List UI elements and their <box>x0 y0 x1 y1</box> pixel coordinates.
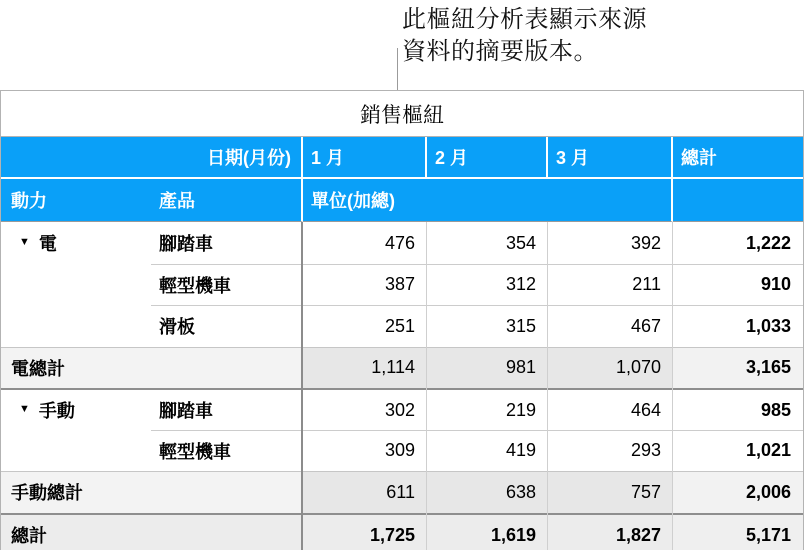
table-row <box>1 222 803 264</box>
month-1-label: 1 月 <box>311 148 345 168</box>
column-grid-line <box>547 222 548 550</box>
subtotal-total-cell[interactable]: 2,006 <box>673 471 803 513</box>
column-grid-line <box>672 222 673 550</box>
month-2-label: 2 月 <box>435 148 469 168</box>
table-title-row[interactable] <box>1 91 803 137</box>
grand-total-label-cell[interactable]: 總計 <box>1 515 151 550</box>
product-cell[interactable]: 腳踏車 <box>159 234 213 254</box>
disclosure-triangle-icon[interactable]: ▼ <box>19 403 30 415</box>
product-cell[interactable]: 輕型機車 <box>159 441 231 462</box>
subtotal-value-cell[interactable]: 981 <box>427 347 548 388</box>
grand-total-total-cell[interactable]: 5,171 <box>673 515 803 550</box>
callout-leader-line <box>397 48 398 90</box>
annotation-line-1: 此樞紐分析表顯示來源 <box>402 6 647 33</box>
row-total-cell[interactable]: 910 <box>760 274 791 294</box>
date-field-label: 日期(月份) <box>207 148 291 168</box>
units-header-cell[interactable] <box>303 179 673 222</box>
month-3-header-cell[interactable] <box>548 137 673 179</box>
table-title: 銷售樞紐 <box>360 103 444 127</box>
product-field-label: 產品 <box>159 191 195 211</box>
subtotal-spacer-cell <box>151 347 303 388</box>
table-row <box>1 430 803 471</box>
month-2-header-cell[interactable] <box>427 137 548 179</box>
subtotal-spacer-cell <box>151 471 303 513</box>
row-fields-header-cell[interactable] <box>1 179 303 222</box>
value-cell[interactable]: 211 <box>632 274 661 294</box>
row-total-cell[interactable]: 1,021 <box>745 440 791 460</box>
subtotal-row <box>1 471 803 513</box>
value-cell[interactable]: 219 <box>505 399 536 420</box>
empty-header-cell <box>673 179 803 222</box>
disclosure-triangle-icon[interactable]: ▼ <box>19 236 30 248</box>
group-header-cell[interactable] <box>1 222 151 264</box>
group-spacer-cell <box>1 305 151 347</box>
row-total-cell[interactable]: 985 <box>760 399 791 420</box>
value-cell[interactable]: 392 <box>630 232 661 253</box>
month-3-label: 3 月 <box>556 148 590 168</box>
value-cell[interactable]: 302 <box>384 399 415 420</box>
subtotal-value-cell[interactable]: 1,114 <box>303 347 427 388</box>
value-cell[interactable]: 387 <box>384 274 415 294</box>
total-column-header-cell[interactable] <box>673 137 803 179</box>
group-header-cell[interactable] <box>1 390 151 430</box>
value-cell[interactable]: 251 <box>384 315 415 336</box>
column-header-row <box>1 137 803 179</box>
subtotal-total-cell[interactable]: 3,165 <box>673 347 803 388</box>
month-1-header-cell[interactable] <box>303 137 427 179</box>
group-name: 電 <box>38 234 57 254</box>
subtotal-value-cell[interactable]: 757 <box>548 471 673 513</box>
value-cell[interactable]: 476 <box>384 232 415 253</box>
value-cell[interactable]: 464 <box>630 399 661 420</box>
table-row <box>1 264 803 305</box>
value-cell[interactable]: 354 <box>505 232 536 253</box>
product-cell[interactable]: 輕型機車 <box>159 275 231 296</box>
row-total-cell[interactable]: 1,222 <box>745 232 791 253</box>
subtotal-value-cell[interactable]: 638 <box>427 471 548 513</box>
table-row <box>1 305 803 347</box>
subtotal-label-cell[interactable]: 電總計 <box>1 347 151 388</box>
row-total-cell[interactable]: 1,033 <box>745 315 791 336</box>
total-column-label: 總計 <box>681 148 717 168</box>
group-spacer-cell <box>1 430 151 471</box>
grand-total-value-cell[interactable]: 1,827 <box>548 515 673 550</box>
field-header-row <box>1 179 803 222</box>
value-cell[interactable]: 309 <box>384 440 415 460</box>
callout-annotation <box>402 4 647 68</box>
column-grid-line <box>426 222 427 550</box>
value-cell[interactable]: 467 <box>630 315 661 336</box>
annotation-line-2: 資料的摘要版本。 <box>402 38 598 65</box>
date-field-header-cell[interactable] <box>1 137 303 179</box>
grand-total-value-cell[interactable]: 1,725 <box>303 515 427 550</box>
grand-total-row <box>1 513 803 550</box>
pivot-table <box>0 90 804 550</box>
column-grid-line-heavy <box>301 222 303 550</box>
grand-total-spacer-cell <box>151 515 303 550</box>
subtotal-row <box>1 347 803 388</box>
subtotal-value-cell[interactable]: 1,070 <box>548 347 673 388</box>
value-cell[interactable]: 315 <box>505 315 536 336</box>
grand-total-value-cell[interactable]: 1,619 <box>427 515 548 550</box>
units-field-label: 單位(加總) <box>311 191 395 211</box>
power-field-label: 動力 <box>11 191 47 211</box>
value-cell[interactable]: 312 <box>505 274 536 294</box>
value-cell[interactable]: 293 <box>630 440 661 460</box>
product-cell[interactable]: 滑板 <box>159 317 195 337</box>
group-spacer-cell <box>1 264 151 305</box>
value-cell[interactable]: 419 <box>505 440 536 460</box>
table-row <box>1 388 803 430</box>
subtotal-value-cell[interactable]: 611 <box>303 471 427 513</box>
product-cell[interactable]: 腳踏車 <box>159 401 213 421</box>
group-name: 手動 <box>38 401 75 421</box>
subtotal-label-cell[interactable]: 手動總計 <box>1 471 151 513</box>
